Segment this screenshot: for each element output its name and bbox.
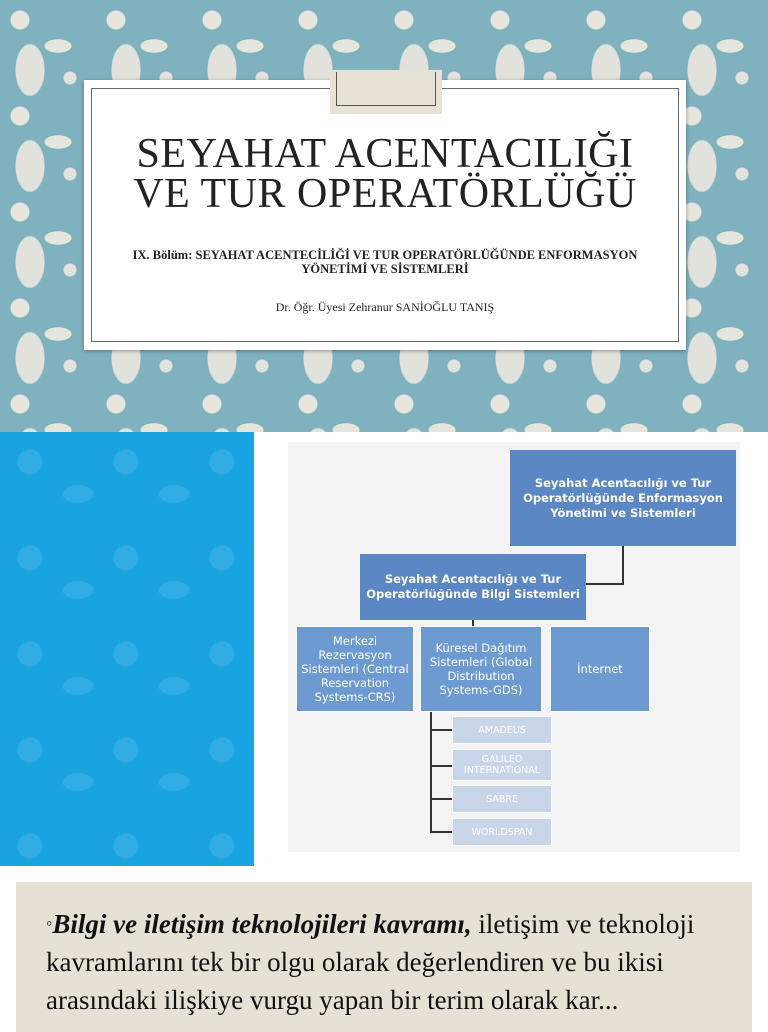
diagram-top-box: Seyahat Acentacılığı ve Tur Operatörlüğünde Enformasyon Yönetimi ve Sistemleri — [510, 450, 736, 546]
blue-side-panel — [0, 432, 254, 866]
subtitle-line-2: YÖNETİMİ VE SİSTEMLERİ — [301, 262, 469, 276]
gds-tree-branch — [430, 831, 452, 833]
gds-item-sabre: SABRE — [452, 785, 552, 813]
diagram-branch-gds: Küresel Dağıtım Sistemleri (Global Distribution Systems-GDS) — [420, 626, 542, 712]
diagram-branch-crs: Merkezi Rezervasyon Sistemleri (Central Reservation Systems-CRS) — [296, 626, 414, 712]
diagram-slide — [0, 432, 768, 866]
bullet-icon: ◦ — [46, 913, 53, 933]
diagram-mid-box: Seyahat Acentacılığı ve Tur Operatörlüğünde Bilgi Sistemleri — [360, 554, 586, 620]
subtitle-line-1: IX. Bölüm: SEYAHAT ACENTECİLİĞİ VE TUR OPERATÖRLÜĞÜNDE ENFORMASYON — [132, 248, 638, 262]
text-card — [16, 882, 752, 1032]
connector-line — [586, 583, 624, 585]
gds-item-amadeus: AMADEUS — [452, 716, 552, 744]
gds-tree-branch — [430, 798, 452, 800]
diagram-branch-internet: İnternet — [550, 626, 650, 712]
bullet-lead-term: Bilgi ve iletişim teknolojileri kavramı, — [52, 909, 472, 939]
connector-line — [622, 546, 624, 584]
gds-item-worldspan: WORLDSPAN — [452, 818, 552, 846]
gds-tree-branch — [430, 729, 452, 731]
bullet-body: iletişim ve teknoloji kavramlarını tek bir olgu olarak değerlendiren ve bu ikisi arasındaki ilişkiye vurgu yapan bir terim olarak kar... — [46, 909, 695, 1015]
text-slide — [0, 866, 768, 1024]
presentation-title — [84, 131, 686, 217]
gds-item-galileo: GALILEO INTERNATIONAL — [452, 749, 552, 781]
title-line-1: SEYAHAT ACENTACILIĞI — [136, 131, 634, 177]
title-tab-decoration — [330, 70, 442, 114]
author-name: Dr. Öğr. Üyesi Zehranur SANİOĞLU TANIŞ — [275, 300, 495, 314]
chapter-subtitle — [104, 248, 666, 276]
title-slide — [0, 0, 768, 432]
title-card — [84, 80, 686, 350]
title-line-2: VE TUR OPERATÖRLÜĞÜ — [133, 171, 637, 217]
bullet-paragraph — [46, 904, 746, 1019]
gds-tree-branch — [430, 765, 452, 767]
